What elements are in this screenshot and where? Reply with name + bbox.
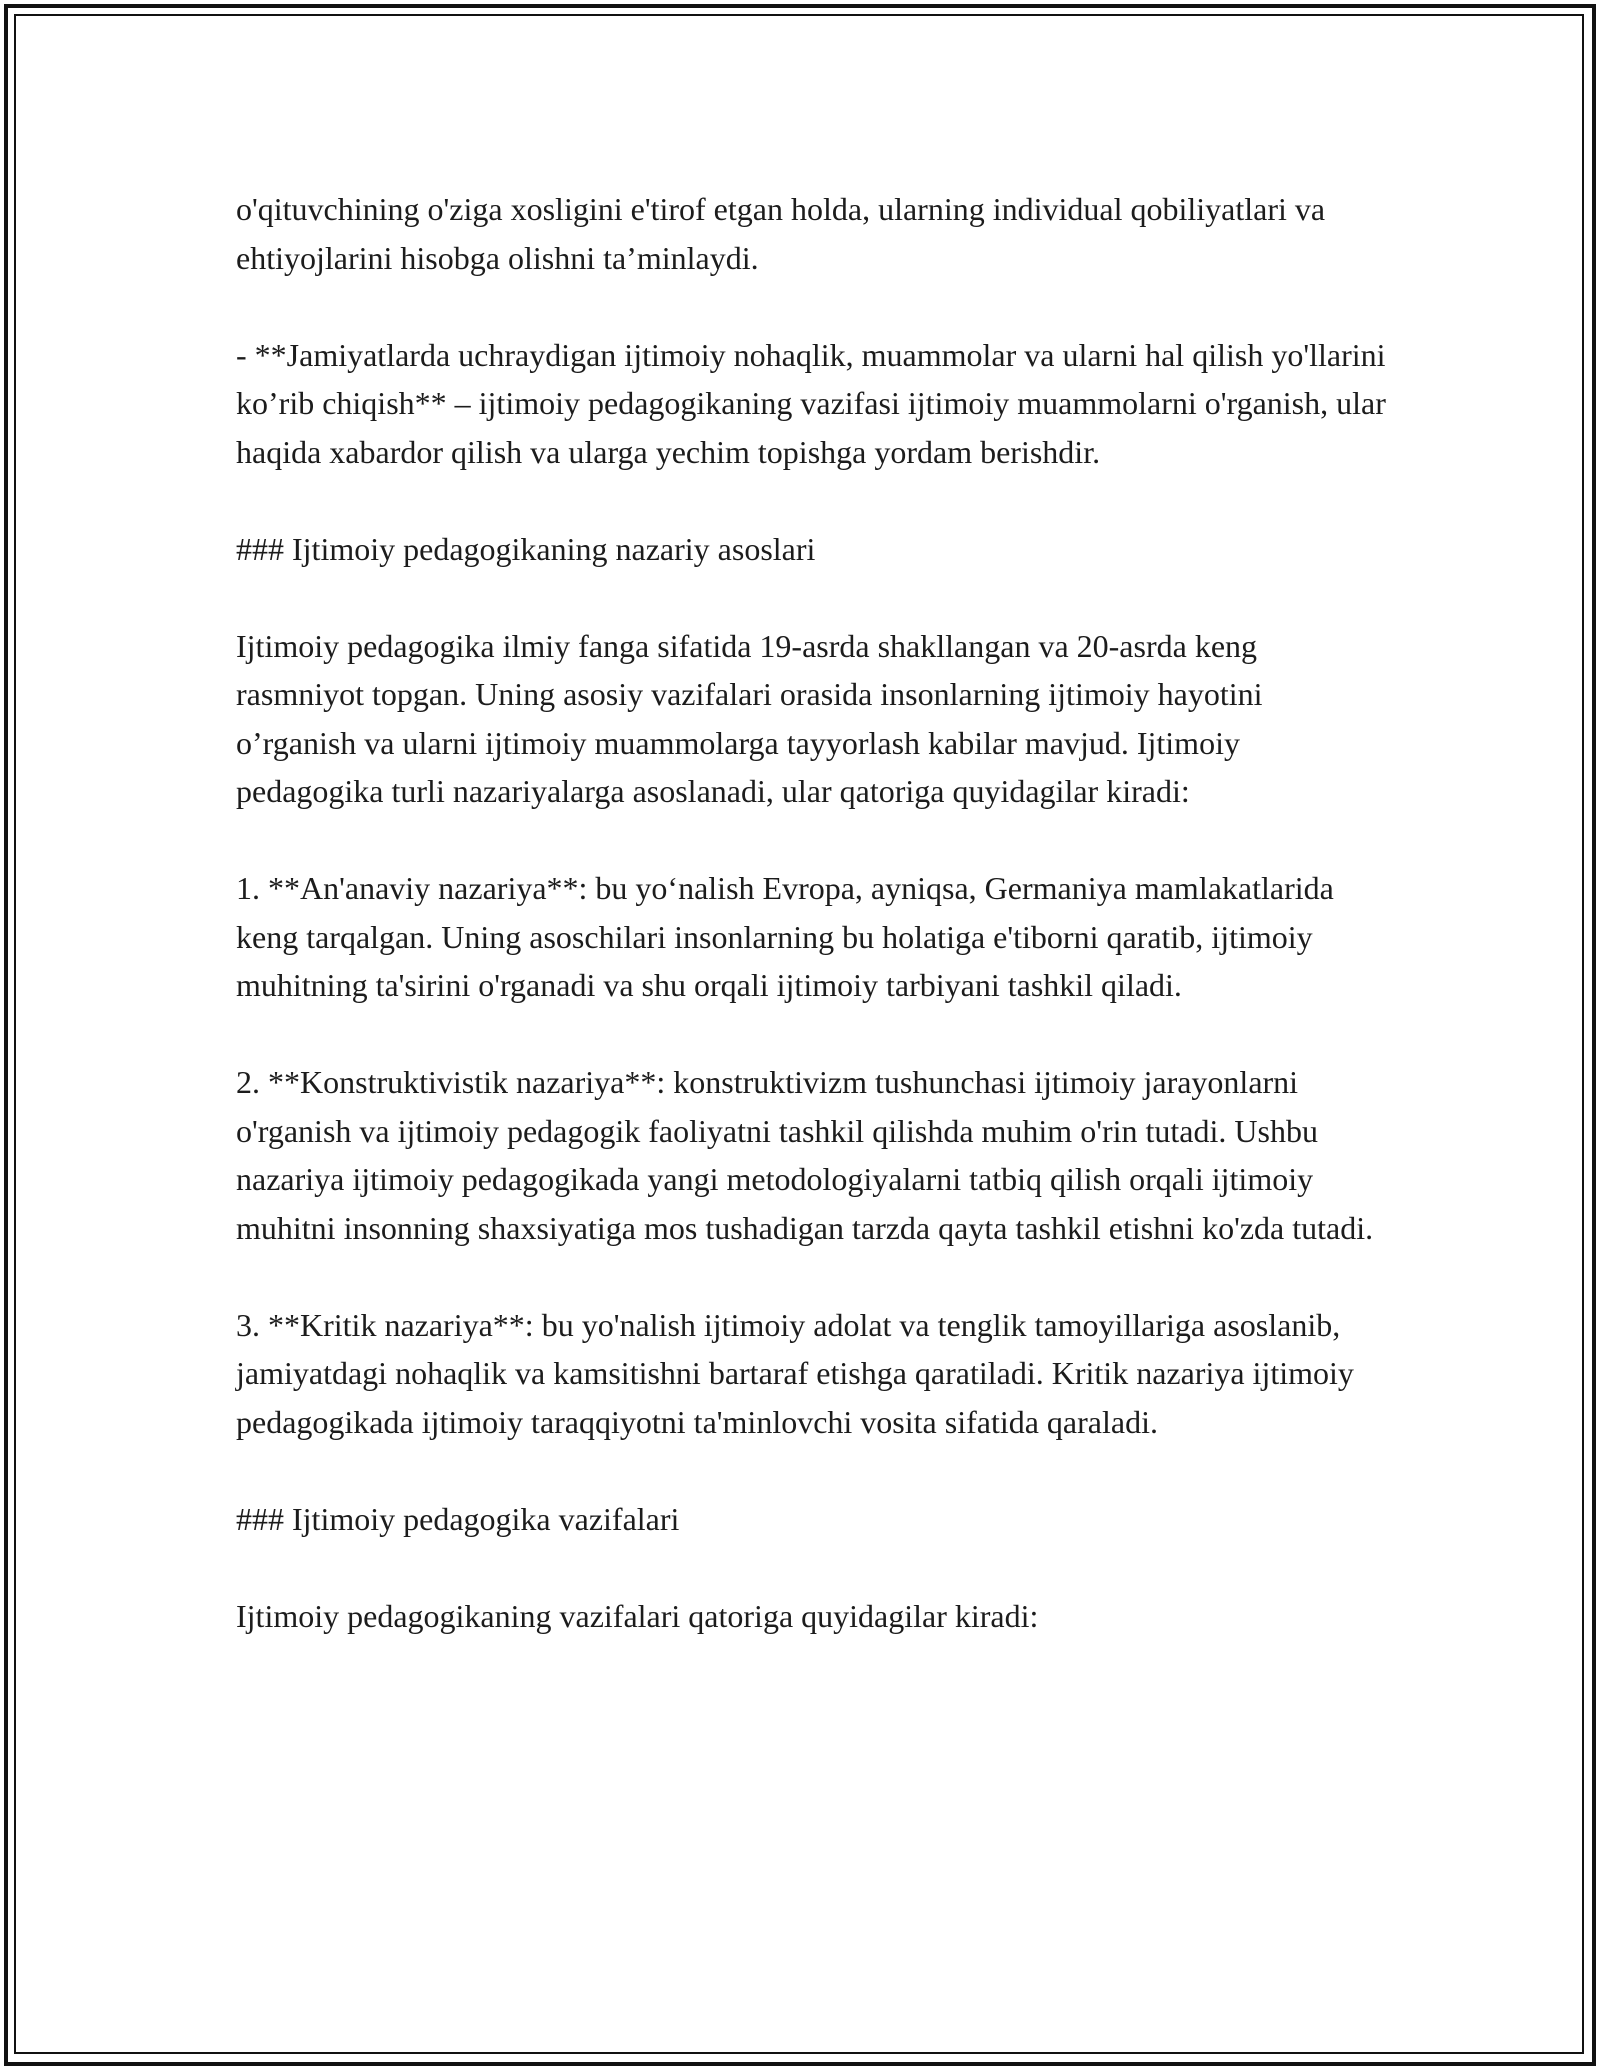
paragraph-history: Ijtimoiy pedagogika ilmiy fanga sifatida 19-asrda shakllangan va 20-asrda keng rasmniyot topgan. Uning asosiy vazifalari orasida insonlarning ijtimoiy hayotini o’rganish va ularni ijtimoiy muammolarga tayyorlash kabilar mavjud. Ijtimoiy pedagogika turli nazariyalarga asoslanadi, ular qatoriga quyidagilar kiradi: [236,627,1263,809]
list-item-traditional-theory: 1. **An'anaviy nazariya**: bu yo‘nalish Evropa, ayniqsa, Germaniya mamlakatlarida keng tarqalgan. Uning asoschilari insonlarning bu holatiga e'tiborni qaratib, ijtimoiy muhitning ta'sirini o'rganadi va shu orqali ijtimoiy tarbiyani tashkil qiladi. [236,870,1334,1003]
document-body [236,185,1386,1640]
section-heading-tasks: ### Ijtimoiy pedagogika vazifalari [236,1500,680,1537]
section-heading-theoretical-foundations: ### Ijtimoiy pedagogikaning nazariy asoslari [236,530,816,567]
paragraph-tasks-intro: Ijtimoiy pedagogikaning vazifalari qatoriga quyidagilar kiradi: [236,1597,1039,1634]
paragraph-continuation: o'qituvchining o'ziga xosligini e'tirof etgan holda, ularning individual qobiliyatlari va ehtiyojlarini hisobga olishni ta’minlaydi. [236,191,1326,276]
list-item-critical-theory: 3. **Kritik nazariya**: bu yo'nalish ijtimoiy adolat va tenglik tamoyillariga asoslanib, jamiyatdagi nohaqlik va kamsitishni bartaraf etishga qaratiladi. Kritik nazariya ijtimoiy pedagogikada ijtimoiy taraqqiyotni ta'minlovchi vosita sifatida qaraladi. [236,1306,1354,1440]
list-item-constructivist-theory: 2. **Konstruktivistik nazariya**: konstruktivizm tushunchasi ijtimoiy jarayonlarni o'rganish va ijtimoiy pedagogik faoliyatni tashkil qilishda muhim o'rin tutadi. Ushbu nazariya ijtimoiy pedagogikada yangi metodologiyalarni tatbiq qilish orqali ijtimoiy muhitni insonning shaxsiyatiga mos tushadigan tarzda qayta tashkil etishni ko'zda tutadi. [236,1064,1374,1246]
bullet-item-social-injustice: - **Jamiyatlarda uchraydigan ijtimoiy nohaqlik, muammolar va ularni hal qilish yo'llarini ko’rib chiqish** – ijtimoiy pedagogikaning vazifasi ijtimoiy muammolarni o'rganish, ular haqida xabardor qilish va ularga yechim topishga yordam berishdir. [236,336,1386,470]
